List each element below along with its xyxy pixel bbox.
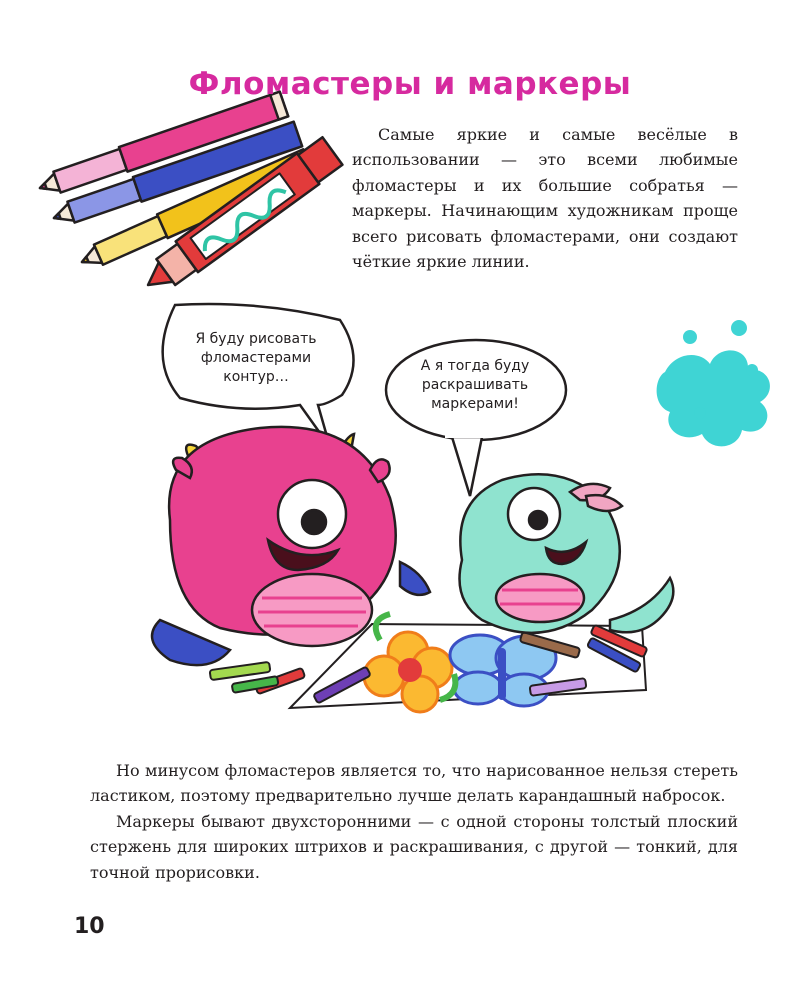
intro-paragraph: Самые яркие и самые весёлые в использовании — это всеми любимые фломастеры и их большие собратья — маркеры. Начинающим художникам проще всего рисовать фломастерами, они создают чёткие яркие линии. (352, 125, 738, 272)
page-title: Фломастеры и маркеры (188, 66, 632, 102)
cyan-paint-splash (657, 320, 770, 446)
body-paragraph: Маркеры бывают двухсторонними — с одной стороны толстый плоский стержень для широких штрихов и раскрашивания, с другой — тонкий, для точной прорисовки. (90, 811, 738, 882)
body-paragraph: Но минусом фломастеров является то, что нарисованное нельзя стереть ластиком, поэтому предварительно лучше делать карандашный набросок. (90, 761, 738, 806)
body-text (90, 758, 738, 885)
mint-monster (460, 474, 674, 633)
speech-bubble-left-text: Я буду рисовать фломастерами контур… (195, 331, 317, 385)
speech-bubble-right-text: А я тогда буду раскрашивать маркерами! (420, 358, 530, 412)
page-number: 10 (74, 914, 105, 939)
markers-illustration (36, 92, 344, 301)
